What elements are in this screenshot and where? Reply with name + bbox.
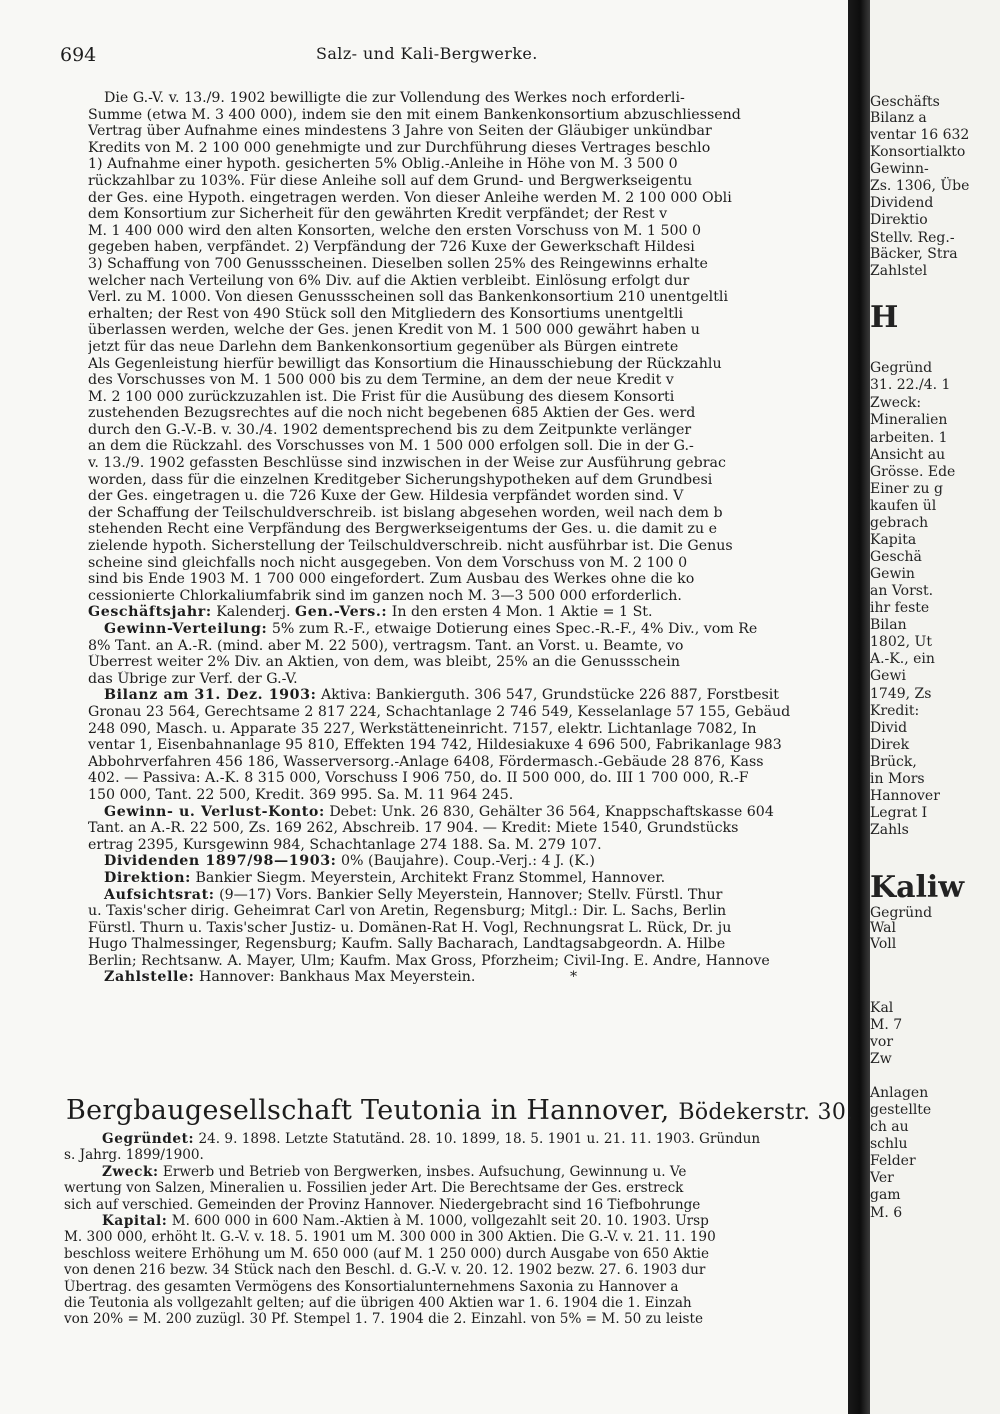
financing-line: überlassen werden, welche der Ges. jenen Kredit von M. 1 500 000 gewährt haben u <box>88 322 700 339</box>
facing-page-line: Gewi <box>870 668 906 684</box>
facing-page-line: Grösse. Ede <box>870 464 956 480</box>
gegruendet-line <box>64 1147 850 1163</box>
facing-page-line: ch au <box>870 1119 909 1135</box>
financing-line: v. 13./9. 1902 gefassten Beschlüsse sind inzwischen in der Weise zur Ausführung gebrac <box>88 455 726 472</box>
gewinn-verteilung-line <box>88 638 848 655</box>
facing-page-line: Ver <box>870 1170 894 1186</box>
genvers-label: Gen.-Vers.: <box>295 604 388 621</box>
facing-page-line: Direktio <box>870 212 928 228</box>
facing-page-line: vor <box>870 1034 894 1050</box>
bilanz-line <box>88 770 848 787</box>
financing-line: Kredits von M. 2 100 000 genehmigte und zur Durchführung dieses Vertrages beschlo <box>88 139 711 156</box>
gewinn-verteilung-line <box>88 621 848 638</box>
gewinn-verlust-text: Debet: Unk. 26 830, Gehälter 36 564, Knappschaftskasse 604 <box>329 803 774 820</box>
dividenden-line <box>88 853 848 870</box>
zweck-line <box>64 1164 850 1180</box>
bilanz-block <box>88 687 848 803</box>
gewinn-verteilung-text: das Übrige zur Verf. der G.-V. <box>88 670 298 687</box>
facing-page-line: in Mors <box>870 771 925 787</box>
bilanz-text: Aktiva: Bankierguth. 306 547, Grundstücke 226 887, Forstbesit <box>320 687 779 704</box>
zweck-text: sich auf verschied. Gemeinden der Provinz Hannover. Niedergebracht sind 16 Tiefbohrunge <box>64 1196 701 1213</box>
gewinn-verlust-line <box>88 837 848 854</box>
facing-page-line: Felder <box>870 1153 916 1169</box>
bilanz-text: Gronau 23 564, Gerechtsame 2 817 224, Schachtanlage 2 746 549, Kesselanlage 57 155, Gebäud <box>88 703 791 720</box>
gewinn-verteilung-label: Gewinn-Verteilung: <box>104 621 268 637</box>
financing-line: der Ges. eingetragen u. die 726 Kuxe der Gew. Hildesia verpfändet worden sind. V <box>88 488 684 505</box>
geschaeftsjahr-line <box>88 604 848 621</box>
financing-line: Summe (etwa M. 3 400 000), indem sie den mit einem Bankenkonsortium abzuschliessend <box>88 106 741 123</box>
aufsichtsrat-line <box>88 920 848 937</box>
facing-page-line: H <box>870 300 899 335</box>
facing-page-line: Gewin <box>870 566 915 582</box>
kapital-line <box>64 1262 850 1278</box>
financing-line: M. 2 100 000 zurückzuzahlen ist. Die Frist für die Ausübung des diesem Konsorti <box>88 388 675 405</box>
facing-page-line: Geschä <box>870 549 922 565</box>
geschaeftsjahr-text: Kalenderj. <box>216 604 291 621</box>
gewinn-verteilung-block <box>88 621 848 687</box>
section-heading <box>66 1095 853 1126</box>
facing-page-line: Divid <box>870 720 908 736</box>
direktion-line <box>88 870 848 887</box>
paragraph-financing <box>88 90 848 604</box>
facing-page-line: Mineralien <box>870 412 948 428</box>
financing-line: jetzt für das neue Darlehn dem Bankenkonsortium gegenüber als Bürgen eintrete <box>88 338 679 355</box>
facing-page-line: gebrach <box>870 515 929 531</box>
aufsichtsrat-text: (9—17) Vors. Bankier Selly Meyerstein, Hannover; Stellv. Fürstl. Thur <box>219 886 723 903</box>
facing-page-line: an Vorst. <box>870 583 934 599</box>
facing-page-line: M. 7 <box>870 1017 903 1033</box>
company-address: Bödekerstr. 30. <box>678 1100 854 1125</box>
financing-line: 3) Schaffung von 700 Genussscheinen. Dieselben sollen 25% des Reingewinns erhalte <box>88 255 708 272</box>
aufsichtsrat-line <box>88 936 848 953</box>
facing-page-line: 1749, Zs <box>870 686 932 702</box>
facing-page-line: Anlagen <box>870 1085 929 1101</box>
gegruendet-line <box>64 1131 850 1147</box>
bilanz-line <box>88 704 848 721</box>
facing-page-line: Zahls <box>870 822 909 838</box>
financing-line: der Schaffung der Teilschuldverschreib. ist bislang abgesehen worden, weil nach dem b <box>88 504 723 521</box>
bilanz-text: 402. — Passiva: A.-K. 8 315 000, Vorschuss I 906 750, do. II 500 000, do. III 1 700 000, R.-F <box>88 770 749 787</box>
kapital-text: von 20% = M. 200 zuzügl. 30 Pf. Stempel 1. 7. 1904 die 2. Einzahl. von 5% = M. 50 zu leiste <box>64 1311 704 1328</box>
facing-page-line: Kapita <box>870 532 917 548</box>
aufsichtsrat-label: Aufsichtsrat: <box>104 886 215 903</box>
facing-page-line: Kal <box>870 1000 894 1016</box>
end-mark: * <box>569 969 578 986</box>
aufsichtsrat-text: u. Taxis'scher dirig. Geheimrat Carl von Aretin, Regensburg; Mitgl.: Dir. L. Sachs, Berlin <box>88 903 727 920</box>
company-name: Bergbaugesellschaft Teutonia in Hannover, <box>66 1095 670 1126</box>
gewinn-verlust-text: ertrag 2395, Kursgewinn 984, Schachtanlage 274 188. Sa. M. 279 107. <box>88 836 602 853</box>
facing-page-line: Wal <box>870 920 896 936</box>
facing-page-line: Kaliw <box>870 870 965 905</box>
direktion-text: Bankier Siegm. Meyerstein, Architekt Franz Stommel, Hannover. <box>195 869 666 886</box>
gewinn-verlust-label: Gewinn- u. Verlust-Konto: <box>104 803 325 820</box>
facing-page-line: Gegründ <box>870 905 933 921</box>
genvers-text: In den ersten 4 Mon. 1 Aktie = 1 St. <box>391 604 653 621</box>
financing-line: des Vorschusses von M. 1 500 000 bis zu dem Termine, an dem der neue Kredit v <box>88 372 674 389</box>
facing-page-fragment <box>870 0 1000 1414</box>
bilanz-label: Bilanz am 31. Dez. 1903: <box>104 687 317 704</box>
direktion-label: Direktion: <box>104 869 191 886</box>
kapital-line <box>64 1279 850 1295</box>
facing-page-line: Dividend <box>870 195 934 211</box>
kapital-text: von denen 216 bezw. 34 Stück nach den Beschl. d. G.-V. v. 20. 12. 1902 bezw. 27. 6. 1903 dur <box>64 1262 706 1279</box>
facing-page-line: Bilan <box>870 617 907 633</box>
facing-page-line: Geschäfts <box>870 94 940 110</box>
financing-line: dem Konsortium zur Sicherheit für den gewährten Kredit verpfändet; der Rest v <box>88 206 668 223</box>
facing-page-line: gestellte <box>870 1102 932 1118</box>
main-text-block <box>88 90 848 986</box>
kapital-line <box>64 1229 850 1245</box>
facing-page-line: Zw <box>870 1051 892 1067</box>
facing-page-line: gam <box>870 1187 901 1203</box>
financing-line: M. 1 400 000 wird den alten Konsorten, welche den ersten Vorschuss von M. 1 500 0 <box>88 222 702 239</box>
bilanz-line <box>88 737 848 754</box>
facing-page-line: Direk <box>870 737 910 753</box>
kapital-block <box>64 1213 850 1328</box>
gewinn-verlust-text: Tant. an A.-R. 22 500, Zs. 169 262, Abschreib. 17 904. — Kredit: Miete 1540, Grundstücks <box>88 820 739 837</box>
dividenden-text: 0% (Baujahre). Coup.-Verj.: 4 J. (K.) <box>341 853 595 870</box>
financing-line: an dem die Rückzahl. des Vorschusses von M. 1 500 000 erfolgen soll. Die in der G.- <box>88 438 694 455</box>
gegruendet-text: s. Jahrg. 1899/1900. <box>64 1147 204 1164</box>
book-gutter <box>848 0 870 1414</box>
gewinn-verteilung-text: Überrest weiter 2% Div. an Aktien, von dem, was bleibt, 25% an die Genussschein <box>88 654 680 671</box>
financing-line: stehenden Recht eine Verpfändung des Bergwerkseigentums der Ges. u. die damit zu e <box>88 521 718 538</box>
gewinn-verlust-line <box>88 804 848 821</box>
facing-page-line: Gegründ <box>870 360 933 376</box>
zweck-block <box>64 1164 850 1213</box>
facing-page-line: Gewinn- <box>870 161 929 177</box>
financing-line: durch den G.-V.-B. v. 30./4. 1902 dementsprechend bis zu dem Zeitpunkte verlänger <box>88 421 692 438</box>
gewinn-verlust-block <box>88 804 848 854</box>
financing-line: Als Gegenleistung hierfür bewilligt das Konsortium die Hinausschiebung der Rückzahlu <box>88 355 722 372</box>
facing-page-line: ventar 16 632 <box>870 127 970 143</box>
zahlstelle-line <box>88 969 848 986</box>
bilanz-text: 248 090, Masch. u. Apparate 35 227, Werkstätteneinricht. 7157, elektr. Lichtanlage 7082, In <box>88 720 757 737</box>
geschaeftsjahr-label: Geschäftsjahr: <box>88 604 212 621</box>
bilanz-text: 150 000, Tant. 22 500, Kredit. 369 995. Sa. M. 11 964 245. <box>88 786 514 803</box>
facing-page-line: Zahlstel <box>870 263 928 279</box>
facing-page-line: arbeiten. 1 <box>870 430 948 446</box>
facing-page-line: schlu <box>870 1136 908 1152</box>
zahlstelle-label: Zahlstelle: <box>104 969 195 986</box>
facing-page-line: Brück, <box>870 754 917 770</box>
financing-line: sind bis Ende 1903 M. 1 700 000 eingefordert. Zum Ausbau des Werkes ohne die ko <box>88 571 695 588</box>
aufsichtsrat-text: Fürstl. Thurn u. Taxis'scher Justiz- u. Domänen-Rat H. Vogl, Rechnungsrat L. Rück, Dr. ju <box>88 919 732 936</box>
financing-line: rückzahlbar zu 103%. Für diese Anleihe soll auf dem Grund- und Bergwerkseigentu <box>88 172 693 189</box>
aufsichtsrat-text: Berlin; Rechtsanw. A. Mayer, Ulm; Kaufm. Max Gross, Pforzheim; Civil-Ing. E. Andre, Hannove <box>88 952 770 969</box>
financing-line: gegeben haben, verpfändet. 2) Verpfändung der 726 Kuxe der Gewerkschaft Hildesi <box>88 239 695 256</box>
facing-page-line: Zs. 1306, Übe <box>870 178 970 194</box>
kapital-label: Kapital: <box>102 1213 168 1230</box>
financing-line: Verl. zu M. 1000. Von diesen Genussscheinen soll das Bankenkonsortium 210 unentgeltli <box>88 289 728 306</box>
facing-page-line: ihr feste <box>870 600 930 616</box>
zweck-text: wertung von Salzen, Mineralien u. Fossilien jeder Art. Die Berechtsame der Ges. erstreck <box>64 1180 684 1197</box>
zweck-label: Zweck: <box>102 1163 159 1180</box>
gewinn-verteilung-line <box>88 671 848 688</box>
gewinn-verteilung-line <box>88 654 848 671</box>
aufsichtsrat-line <box>88 903 848 920</box>
financing-line: erhalten; der Rest von 490 Stück soll den Mitgliedern des Konsortiums unentgeltli <box>88 305 684 322</box>
facing-page-line: Konsortialkto <box>870 144 966 160</box>
bilanz-line <box>88 687 848 704</box>
facing-page-line: Stellv. Reg.- <box>870 230 955 246</box>
financing-line: scheine sind gleichfalls noch nicht ausgegeben. Von dem Vorschuss von M. 2 100 0 <box>88 554 688 571</box>
kapital-line <box>64 1213 850 1229</box>
aufsichtsrat-text: Hugo Thalmessinger, Regensburg; Kaufm. Sally Bacharach, Landtagsabgeordn. A. Hilbe <box>88 936 726 953</box>
zahlstelle-text: Hannover: Bankhaus Max Meyerstein. <box>198 969 476 986</box>
facing-page-line: Kredit: <box>870 703 920 719</box>
kapital-line <box>64 1311 850 1327</box>
aufsichtsrat-line <box>88 953 848 970</box>
kapital-line <box>64 1246 850 1262</box>
gewinn-verteilung-text: 5% zum R.-F., etwaige Dotierung eines Spec.-R.-F., 4% Div., vom Re <box>271 621 758 637</box>
aufsichtsrat-block <box>88 887 848 970</box>
kapital-text: M. 300 000, erhöht lt. G.-V. v. 18. 5. 1901 um M. 300 000 in 300 Aktien. Die G.-V. v. 21. 11. 190 <box>64 1229 716 1246</box>
gewinn-verlust-line <box>88 820 848 837</box>
gegruendet-label: Gegründet: <box>102 1131 195 1147</box>
financing-line: zustehenden Bezugsrechtes auf die noch nicht begebenen 685 Aktien der Ges. werd <box>88 405 696 422</box>
bilanz-line <box>88 721 848 738</box>
kapital-text: die Teutonia als vollgezahlt gelten; auf die übrigen 400 Aktien war 1. 6. 1904 die 1. Einzah <box>64 1295 692 1312</box>
kapital-text: M. 600 000 in 600 Nam.-Aktien à M. 1000, vollgezahlt seit 20. 10. 1903. Ursp <box>171 1213 709 1230</box>
facing-page-line: Hannover <box>870 788 940 804</box>
facing-page-line: Einer zu g <box>870 481 943 497</box>
gegruendet-block <box>64 1131 850 1164</box>
kapital-line <box>64 1295 850 1311</box>
facing-page-line: Legrat I <box>870 805 928 821</box>
facing-page-line: kaufen ül <box>870 498 937 514</box>
facing-page-line: A.-K., ein <box>870 651 935 667</box>
financing-line: zielende hypoth. Sicherstellung der Teilschuldverschreib. nicht ausführbar ist. Die Genus <box>88 538 733 555</box>
financing-line: cessionierte Chlorkaliumfabrik sind im ganzen noch M. 3—3 500 000 erforderlich. <box>88 587 682 604</box>
dividenden-label: Dividenden 1897/98—1903: <box>104 853 337 870</box>
financing-line: der Ges. eine Hypoth. eingetragen werden. Von dieser Anleihe werden M. 2 100 000 Obli <box>88 189 732 206</box>
financing-line: Vertrag über Aufnahme eines mindestens 3 Jahre von Seiten der Gläubiger unkündbar <box>88 123 712 140</box>
kapital-text: beschloss weitere Erhöhung um M. 650 000 (auf M. 1 250 000) durch Ausgabe von 650 Aktie <box>64 1245 710 1262</box>
zweck-line <box>64 1180 850 1196</box>
bilanz-line <box>88 787 848 804</box>
facing-page-line: Voll <box>870 936 897 952</box>
aufsichtsrat-line <box>88 887 848 904</box>
financing-line: Die G.-V. v. 13./9. 1902 bewilligte die zur Vollendung des Werkes noch erforderli- <box>104 90 685 106</box>
bilanz-text: Abbohrverfahren 456 186, Wasserversorg.-Anlage 6408, Fördermasch.-Gebäude 28 876, Kass <box>88 753 764 770</box>
facing-page-line: Bilanz a <box>870 110 927 126</box>
gegruendet-text: 24. 9. 1898. Letzte Statutänd. 28. 10. 1899, 18. 5. 1901 u. 21. 11. 1903. Gründun <box>198 1131 761 1147</box>
kapital-text: Übertrag. des gesamten Vermögens des Konsortialunternehmens Saxonia zu Hannover a <box>64 1278 679 1295</box>
facing-page-line: 31. 22./4. 1 <box>870 377 951 393</box>
page-number: 694 <box>60 44 97 66</box>
facing-page-line: Zweck: <box>870 395 922 411</box>
zweck-text: Erwerb und Betrieb von Bergwerken, insbes. Aufsuchung, Gewinnung u. Ve <box>162 1163 687 1180</box>
zweck-line <box>64 1197 850 1213</box>
facing-page-line: M. 6 <box>870 1205 903 1221</box>
teutonia-text-block <box>64 1131 850 1328</box>
financing-line: welcher nach Verteilung von 6% Div. auf die Aktien verbleibt. Einlösung erfolgt dur <box>88 272 690 289</box>
facing-page-line: 1802, Ut <box>870 634 932 650</box>
running-head: Salz- und Kali-Bergwerke. <box>316 44 538 63</box>
financing-line: 1) Aufnahme einer hypoth. gesicherten 5% Oblig.-Anleihe in Höhe von M. 3 500 0 <box>88 156 678 173</box>
bilanz-line <box>88 754 848 771</box>
financing-line: worden, dass für die einzelnen Kreditgeber Sicherungshypotheken auf dem Grundbesi <box>88 471 713 488</box>
facing-page-line: Ansicht au <box>870 447 946 463</box>
gewinn-verteilung-text: 8% Tant. an A.-R. (mind. aber M. 22 500), vertragsm. Tant. an Vorst. u. Beamte, vo <box>88 637 684 654</box>
facing-page-line: Bäcker, Stra <box>870 246 958 262</box>
bilanz-text: ventar 1, Eisenbahnanlage 95 810, Effekten 194 742, Hildesiakuxe 4 696 500, Fabrikanlage 983 <box>88 737 782 754</box>
